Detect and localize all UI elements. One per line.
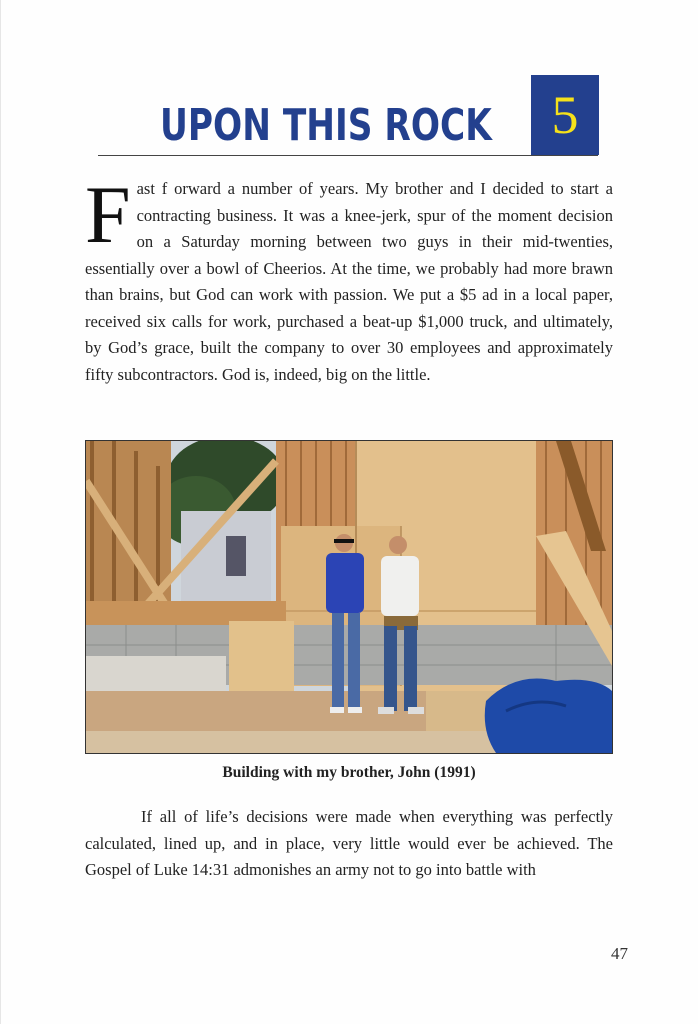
chapter-number-badge <box>531 75 599 155</box>
chapter-divider <box>98 155 598 156</box>
drop-cap: F <box>85 169 131 260</box>
page-number: 47 <box>611 944 628 963</box>
paragraph-2: If all of life’s decisions were made when everything was perfectly calculated, lined up, and in place, very little would ever be achieved. The Gospel of Luke 14:31 admonishes an army not to go into battle with <box>85 807 613 879</box>
paragraph-1 <box>85 169 613 388</box>
construction-photo <box>85 440 613 754</box>
photo-caption: Building with my brother, John (1991) <box>222 764 476 781</box>
chapter-title: UPON THIS ROCK <box>160 100 492 151</box>
photo-illustration <box>86 441 612 753</box>
paragraph-1-text: ast f orward a number of years. My brother and I decided to start a contracting business. It was a knee-jerk, spur of the moment decision on a Saturday morning between two guys in their mid-twenties, essentially over a bowl of Cheerios. At the time, we probably had more brawn than brains, but God can work with passion. We put a $5 ad in a local paper, received six calls for work, purchased a beat-up $1,000 truck, and ultimately, by God’s grace, built the company to over 30 employees and approximately fifty subcontractors. God is, indeed, big on the little. <box>85 179 613 384</box>
chapter-number: 5 <box>551 85 579 145</box>
